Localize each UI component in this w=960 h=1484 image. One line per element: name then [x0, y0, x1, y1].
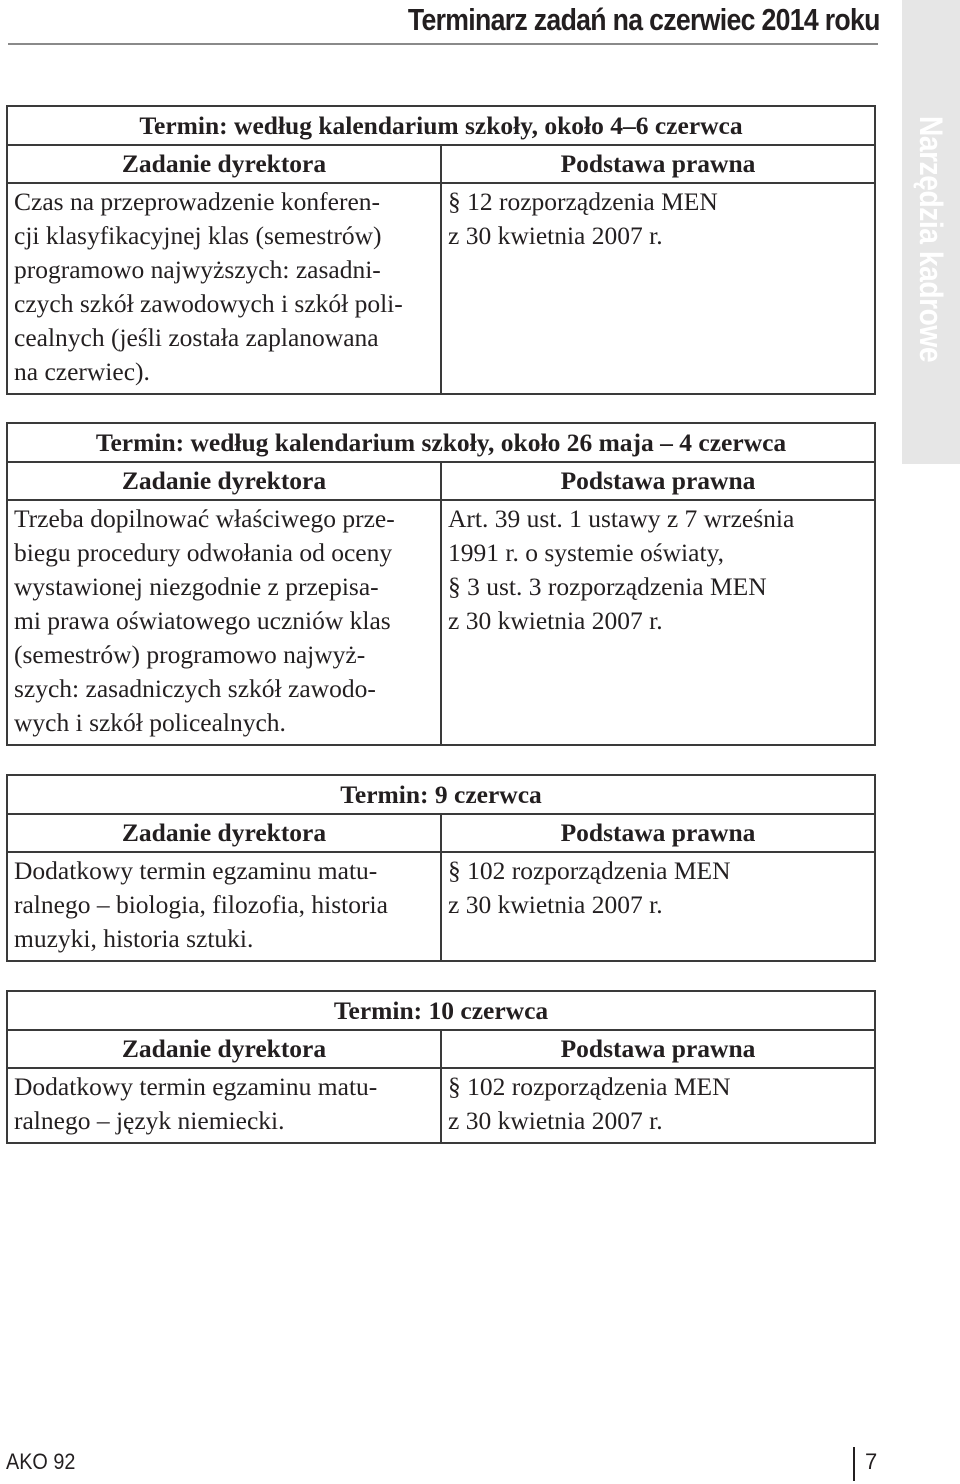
task-line: wych i szkół policealnych. — [14, 708, 286, 737]
task-line: biegu procedury odwołania od oceny — [14, 538, 393, 567]
task-line: ralnego – język niemiecki. — [14, 1106, 285, 1135]
legal-line: z 30 kwietnia 2007 r. — [448, 1106, 663, 1135]
term-row: Termin: 9 czerwca — [8, 776, 874, 815]
term-row: Termin: według kalendarium szkoły, około 26 maja – 4 czerwca — [8, 424, 874, 463]
body-row — [8, 1069, 874, 1142]
header-legal-basis: Podstawa prawna — [560, 1034, 756, 1063]
body-row — [8, 501, 874, 744]
task-line: Trzeba dopilnować właściwego prze- — [14, 504, 395, 533]
task-line: muzyki, historia sztuki. — [14, 924, 254, 953]
task-line: szych: zasadniczych szkół zawodo- — [14, 674, 376, 703]
header-row — [8, 146, 874, 184]
legal-basis — [442, 1069, 874, 1142]
task-line: na czerwiec). — [14, 357, 150, 386]
task-line: Czas na przeprowadzenie konferen- — [14, 187, 381, 216]
task-table-3 — [6, 774, 876, 962]
header-task: Zadanie dyrektora — [8, 146, 442, 182]
legal-basis — [442, 853, 874, 960]
legal-line: § 3 ust. 3 rozporządzenia MEN — [448, 572, 767, 601]
task-table-2 — [6, 422, 876, 746]
legal-line: § 102 rozporządzenia MEN — [448, 856, 731, 885]
legal-line: Art. 39 ust. 1 ustawy z 7 września — [448, 504, 795, 533]
legal-line: z 30 kwietnia 2007 r. — [448, 606, 663, 635]
legal-basis — [442, 184, 874, 393]
task-line: czych szkół zawodowych i szkół poli- — [14, 289, 403, 318]
task-description — [8, 501, 442, 744]
task-description — [8, 1069, 442, 1142]
body-row — [8, 853, 874, 960]
header-legal-basis: Podstawa prawna — [560, 818, 756, 847]
task-line: mi prawa oświatowego uczniów klas — [14, 606, 391, 635]
task-line: Dodatkowy termin egzaminu matu- — [14, 1072, 378, 1101]
header-task: Zadanie dyrektora — [8, 1031, 442, 1067]
task-line: wystawionej niezgodnie z przepisa- — [14, 572, 379, 601]
legal-basis — [442, 501, 874, 744]
page-number: 7 — [865, 1449, 878, 1474]
header-legal-basis: Podstawa prawna — [560, 149, 756, 178]
page-title: Terminarz zadań na czerwiec 2014 roku — [408, 2, 880, 37]
task-line: ralnego – biologia, filozofia, historia — [14, 890, 388, 919]
header-task: Zadanie dyrektora — [8, 463, 442, 499]
task-line: Dodatkowy termin egzaminu matu- — [14, 856, 378, 885]
task-table-4 — [6, 990, 876, 1144]
task-line: programowo najwyższych: zasadni- — [14, 255, 381, 284]
task-description — [8, 853, 442, 960]
task-description — [8, 184, 442, 393]
task-line: cji klasyfikacyjnej klas (semestrów) — [14, 221, 382, 250]
title-rule — [8, 43, 878, 45]
publication-label: AKO 92 — [6, 1449, 76, 1474]
task-line: cealnych (jeśli została zaplanowana — [14, 323, 379, 352]
term-row: Termin: 10 czerwca — [8, 992, 874, 1031]
legal-line: z 30 kwietnia 2007 r. — [448, 890, 663, 919]
term-row: Termin: według kalendarium szkoły, około 4–6 czerwca — [8, 107, 874, 146]
legal-line: 1991 r. o systemie oświaty, — [448, 538, 724, 567]
side-tab — [902, 0, 960, 464]
header-row — [8, 815, 874, 853]
task-table-1 — [6, 105, 876, 395]
header-row — [8, 463, 874, 501]
side-tab-label: Narzędzia kadrowe — [913, 116, 949, 363]
header-row — [8, 1031, 874, 1069]
header-legal-basis: Podstawa prawna — [560, 466, 756, 495]
footer-divider — [853, 1447, 855, 1481]
legal-line: § 12 rozporządzenia MEN — [448, 187, 718, 216]
header-task: Zadanie dyrektora — [8, 815, 442, 851]
legal-line: § 102 rozporządzenia MEN — [448, 1072, 731, 1101]
body-row — [8, 184, 874, 393]
task-line: (semestrów) programowo najwyż- — [14, 640, 366, 669]
legal-line: z 30 kwietnia 2007 r. — [448, 221, 663, 250]
